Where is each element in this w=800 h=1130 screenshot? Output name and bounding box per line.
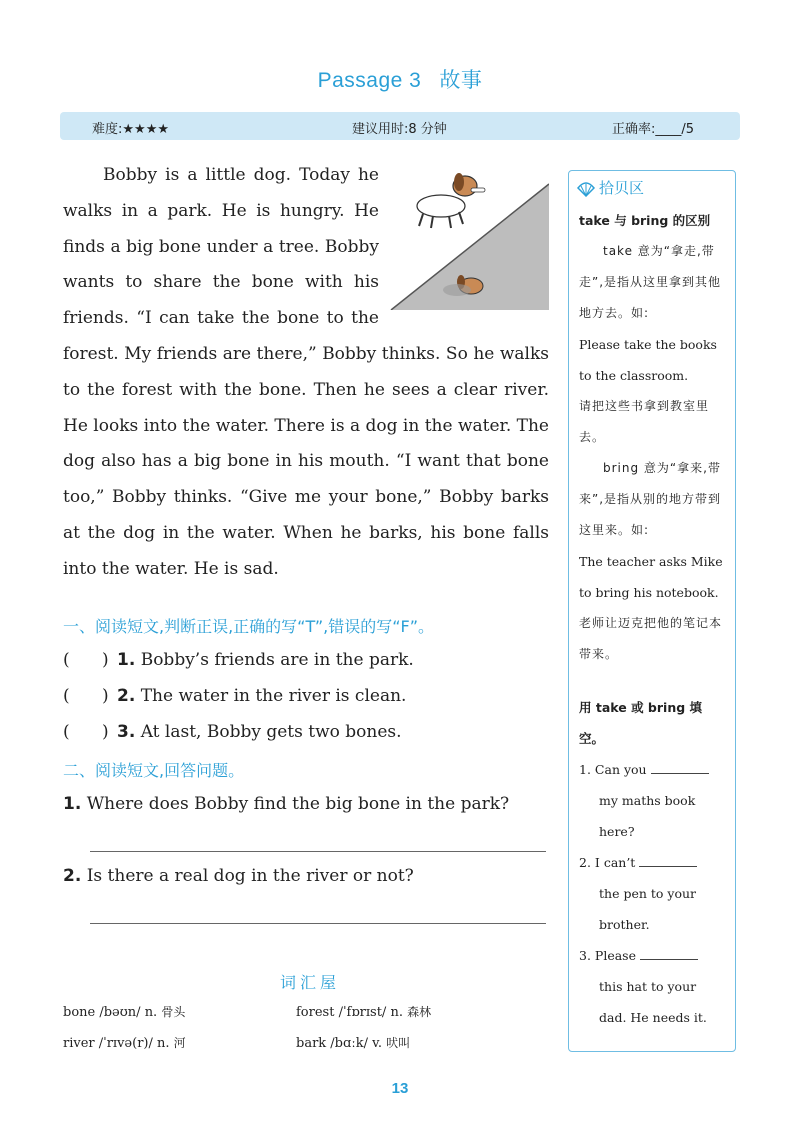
vocab-word: bone /bəʊn/ n. (63, 1005, 158, 1020)
exercise-text-after: my maths book here? (599, 793, 696, 839)
question-2 (63, 866, 414, 886)
tf-item-number: 3. (117, 722, 136, 742)
answer-parens[interactable]: ( ) (63, 650, 109, 670)
section1-heading: 一、阅读短文,判断正误,正确的写“T”,错误的写“F”。 (63, 617, 435, 636)
page-number: 13 (391, 1080, 409, 1097)
sidebar-body (579, 205, 725, 1033)
take-example-cn: 请把这些书拿到教室里去。 (579, 399, 710, 444)
vocab-meaning: 森林 (407, 1005, 432, 1019)
answer-parens[interactable]: ( ) (63, 686, 109, 706)
exercise-text-before: Can you (594, 762, 647, 777)
fill-blank[interactable] (640, 949, 698, 960)
vocab-word: river /ˈrɪvə(r)/ n. (63, 1036, 170, 1051)
vocab-word: forest /ˈfɒrɪst/ n. (296, 1005, 403, 1020)
exercise-item (579, 754, 725, 847)
reading-passage (63, 158, 549, 588)
question-number: 1. (63, 794, 82, 814)
exercise-text-after: this hat to your dad. He needs it. (599, 979, 707, 1025)
answer-line-1[interactable] (90, 851, 546, 852)
exercise-item (579, 847, 725, 940)
accuracy-label: 正确率:____/5 (612, 122, 695, 137)
bring-note: bring 意为“拿来,带来”,是指从别的地方带到这里来。如: (579, 461, 722, 537)
tf-item-number: 2. (117, 686, 136, 706)
exercise-text-after: the pen to your brother. (599, 886, 697, 932)
take-example-en: Please take the books to the classroom. (579, 337, 717, 383)
take-note: take 意为“拿走,带走”,是指从这里拿到其他地方去。如: (579, 244, 722, 320)
vocab-meaning: 河 (173, 1036, 186, 1050)
sidebar-heading-text: 拾贝区 (599, 179, 645, 197)
tf-item-text: At last, Bobby gets two bones. (140, 722, 402, 742)
fill-blank[interactable] (651, 763, 709, 774)
info-bar (60, 112, 740, 140)
tf-item-text: The water in the river is clean. (140, 686, 407, 706)
vocab-meaning: 吠叫 (386, 1036, 411, 1050)
fill-blank[interactable] (639, 856, 697, 867)
difficulty-label: 难度:★★★★ (92, 122, 169, 137)
tf-item-3 (63, 722, 402, 742)
tip-sidebar (568, 170, 736, 1052)
shell-icon (577, 181, 595, 197)
exercise-number: 3. (579, 948, 591, 963)
question-number: 2. (63, 866, 82, 886)
exercise-number: 1. (579, 762, 591, 777)
answer-parens[interactable]: ( ) (63, 722, 109, 742)
answer-line-2[interactable] (90, 923, 546, 924)
tf-item-text: Bobby’s friends are in the park. (140, 650, 414, 670)
sidebar-heading (577, 177, 644, 198)
vocab-word: bark /bɑːk/ v. (296, 1036, 383, 1051)
bring-example-en: The teacher asks Mike to bring his notebook. (579, 554, 723, 600)
question-text: Is there a real dog in the river or not? (86, 866, 414, 886)
tf-item-2 (63, 686, 406, 706)
exercise-text-before: I can’t (594, 855, 636, 870)
tf-item-1 (63, 650, 414, 670)
question-text: Where does Bobby find the big bone in the park? (86, 794, 510, 814)
vocab-meaning: 骨头 (161, 1005, 186, 1019)
vocab-item (296, 1034, 410, 1051)
dog-illustration (387, 164, 549, 310)
suggested-time-label: 建议用时:8 分钟 (352, 122, 447, 137)
exercise-item (579, 940, 725, 1033)
exercise-text-before: Please (594, 948, 636, 963)
exercise-heading: 用 take 或 bring 填空。 (579, 700, 703, 746)
exercise-number: 2. (579, 855, 591, 870)
vocab-item (63, 1003, 185, 1020)
passage-title (0, 64, 800, 94)
tf-item-number: 1. (117, 650, 136, 670)
passage-text: Bobby is a little dog. Today he walks in a park. He is hungry. He finds a big bone under a tree. Bobby wants to share the bone with his friends. “I can take the bone to the forest. My friends are there,” Bobby thinks. So he walks to the forest with the bone. Then he sees a clear river. He looks into the water. There is a dog in the water. The dog also has a big bone in his mouth. “I want that bone too,” Bobby thinks. “Give me your bone,” Bobby barks at the dog in the water. When he barks, his bone falls into the water. He is sad. (63, 165, 549, 579)
question-1 (63, 794, 509, 814)
sidebar-subheading: take 与 bring 的区别 (579, 213, 711, 228)
vocab-item (296, 1003, 431, 1020)
vocab-title: 词汇屋 (279, 973, 340, 992)
passage-title-en: Passage 3 (317, 69, 422, 92)
vocab-item (63, 1034, 186, 1051)
section2-heading: 二、阅读短文,回答问题。 (63, 761, 245, 780)
passage-title-cn: 故事 (439, 68, 483, 92)
bring-example-cn: 老师让迈克把他的笔记本带来。 (579, 616, 723, 661)
